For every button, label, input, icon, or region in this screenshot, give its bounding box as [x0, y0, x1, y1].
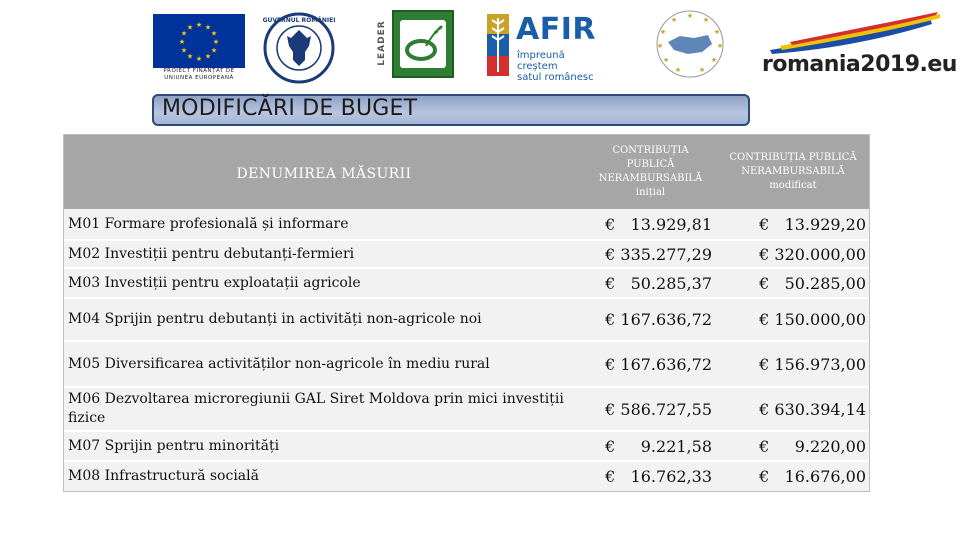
header-modified: [716, 134, 870, 209]
measure-name: M03 Investiții pentru exploatații agricole: [63, 268, 585, 298]
svg-text:★: ★: [204, 52, 212, 61]
table-row: [63, 341, 870, 387]
leader-logo: [376, 10, 456, 80]
header-initial-line: CONTRIBUȚIA: [612, 144, 689, 156]
svg-text:★: ★: [713, 28, 721, 36]
svg-text:★: ★: [180, 29, 188, 38]
svg-text:★: ★: [674, 66, 682, 74]
initial-value: € 16.762,33: [585, 461, 716, 492]
modified-value: € 50.285,00: [716, 268, 870, 298]
afir-tagline-line-1: împreună creștem: [517, 50, 565, 72]
svg-text:★: ★: [204, 23, 212, 32]
svg-text:★: ★: [686, 12, 694, 20]
svg-text:★: ★: [656, 42, 664, 50]
svg-text:★: ★: [210, 29, 218, 38]
svg-text:★: ★: [195, 21, 203, 29]
svg-text:★: ★: [180, 46, 188, 55]
leader-label: LEADER: [377, 20, 387, 66]
svg-text:★: ★: [178, 38, 186, 46]
svg-text:★: ★: [710, 56, 718, 64]
page-title: MODIFICĂRI DE BUGET: [162, 96, 418, 121]
initial-value: € 13.929,81: [585, 209, 716, 240]
header-modified-line: NERAMBURSABILĂ: [741, 165, 845, 177]
measure-name: M07 Sprijin pentru minorități: [63, 431, 585, 461]
svg-text:★: ★: [210, 46, 218, 55]
initial-value: € 167.636,72: [585, 341, 716, 387]
initial-value: € 9.221,58: [585, 431, 716, 461]
svg-text:★: ★: [212, 38, 220, 46]
eu-caption: PROIECT FINANȚAT DE UNIUNEA EUROPEANĂ: [163, 68, 235, 81]
measure-name: M08 Infrastructură socială: [63, 461, 585, 492]
svg-text:★: ★: [698, 66, 706, 74]
table-row: [63, 461, 870, 492]
header-modified-line: CONTRIBUȚIA PUBLICĂ: [729, 151, 857, 163]
afir-tagline: [517, 50, 604, 83]
modified-value: € 320.000,00: [716, 240, 870, 268]
header-initial-line: NERAMBURSABILĂ: [598, 172, 703, 184]
gal-logo: [650, 8, 730, 80]
header-modified-label: [716, 151, 870, 193]
svg-text:★: ★: [716, 42, 724, 50]
initial-value: € 50.285,37: [585, 268, 716, 298]
presidency-ribbon-icon: [760, 12, 950, 54]
table-row: [63, 240, 870, 268]
header-initial-line: inițial: [635, 186, 666, 198]
budget-table: [63, 134, 870, 493]
header-initial-label: [585, 144, 716, 200]
header-measure-name-label: DENUMIREA MĂSURII: [236, 165, 412, 182]
svg-text:★: ★: [659, 28, 667, 36]
initial-value: € 335.277,29: [585, 240, 716, 268]
svg-text:★: ★: [186, 52, 194, 61]
eu-logo: [153, 14, 245, 86]
modified-value: € 150.000,00: [716, 298, 870, 341]
table-header-row: [63, 134, 870, 209]
presidency-logo: [760, 12, 957, 82]
table-row: [63, 431, 870, 461]
modified-value: € 630.394,14: [716, 387, 870, 431]
svg-text:★: ★: [195, 55, 203, 63]
header-initial: [585, 134, 716, 209]
modified-value: € 156.973,00: [716, 341, 870, 387]
initial-value: € 167.636,72: [585, 298, 716, 341]
initial-value: € 586.727,55: [585, 387, 716, 431]
svg-text:★: ★: [670, 16, 678, 24]
afir-tagline-line-2: satul românesc: [517, 72, 594, 83]
modified-value: € 13.929,20: [716, 209, 870, 240]
measure-name: M04 Sprijin pentru debutanți in activități non-agricole noi: [63, 298, 585, 341]
presidency-text: romania2019.eu: [762, 52, 957, 77]
header-modified-line: modificat: [769, 179, 817, 191]
table-row: [63, 209, 870, 240]
svg-text:★: ★: [662, 56, 670, 64]
gov-seal-text: GUVERNUL ROMÂNIEI: [263, 17, 335, 24]
afir-emblem-icon: [484, 10, 512, 78]
table-row: [63, 298, 870, 341]
leader-emblem-icon: [392, 10, 454, 78]
measure-name: M02 Investiții pentru debutanți-fermieri: [63, 240, 585, 268]
table-row: [63, 268, 870, 298]
svg-text:★: ★: [186, 23, 194, 32]
measure-name: M01 Formare profesională și informare: [63, 209, 585, 240]
afir-logo: [484, 10, 604, 82]
modified-value: € 16.676,00: [716, 461, 870, 492]
header-measure-name: [63, 134, 585, 209]
logo-strip: [0, 0, 960, 90]
government-seal: [263, 12, 335, 84]
header-initial-line: PUBLICĂ: [626, 158, 675, 170]
measure-name: M05 Diversificarea activităților non-agricole în mediu rural: [63, 341, 585, 387]
afir-name: AFIR: [516, 12, 596, 47]
svg-text:★: ★: [702, 16, 710, 24]
modified-value: € 9.220,00: [716, 431, 870, 461]
table-row: [63, 387, 870, 431]
eu-flag-icon: [153, 14, 245, 68]
measure-name: M06 Dezvoltarea microregiunii GAL Siret Moldova prin mici investiții fizice: [63, 387, 585, 431]
